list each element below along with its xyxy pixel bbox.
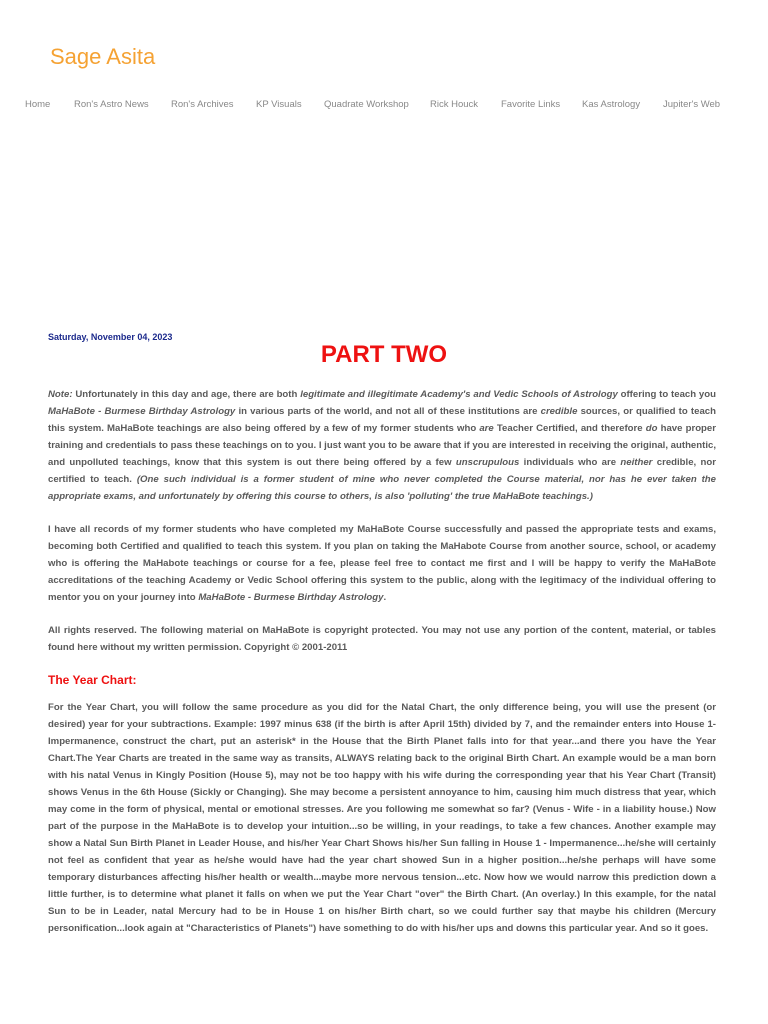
year-chart-paragraph: For the Year Chart, you will follow the same procedure as you did for the Natal Chart, the only difference being, you will use the present (or desired) year for your subtractions. Example: 1997 minus 638 (if the birth is after April 15th) divided by 7, and the remainder enters into House 1-Impermanence, construct the chart, put an asterisk* in the House that the Birth Planet falls into for that year...and there you have the Year Chart.The Year Charts are treated in the same way as transits, ALWAYS relating back to the original Birth Chart. An example would be a man born with his natal Venus in Kingly Position (House 5), may not be too happy with his wife during the corresponding year that his Year Chart (Transit) shows Venus in the 6th House (Sickly or Changing). She may become a persistent annoyance to him, causing him much distress that year, which may come in the form of physical, mental or emotional stresses. Are you following me somewhat so far? (Venus - Wife - in a liability house.) Now part of the purpose in the MaHaBote is to develop your intuition...so be willing, in your readings, to take a few chances. Another example may show a Natal Sun Birth Planet in Leader House, and his/her Year Chart Shows his/her Sun falling in House 1 - Impermanence...he/she will certainly not feel as confident that year as he/she would have had the year chart showed Sun in a higher position...he/she perhaps will have some temporary disturbances affecting his/her health or wealth...maybe more nervous tension...etc. Now how we would narrow this prediction down a little further, is to determine what planet it falls on when we put the Year Chart "over" the Birth Chart. (An overlay.) In this example, for the natal Sun to be in Leader, natal Mercury had to be in House 1 on his/her Birth chart, so we could further say that maybe his children (Mercury personification...look again at "Characteristics of Planets") have something to do with his/her ups and downs this particular year. And so it goes. — [48, 702, 716, 934]
note-emphasis: neither — [620, 457, 653, 468]
records-text: . — [383, 592, 387, 603]
note-emphasis: are — [479, 423, 494, 434]
note-text: individuals who are — [519, 457, 621, 468]
note-text: sources, or qualified to teach this system. MaHaBote teachings are also being offered by a few of my former students who — [48, 406, 716, 434]
note-text: Teacher Certified, and therefore — [493, 423, 646, 434]
note-aside: (One such individual is a former student of mine who never completed the Course material, nor has he ever taken the appropriate exams, and unfortunately by offering this course to others, is also 'polluting' the true MaHaBote teachings.) — [48, 474, 716, 502]
copyright-paragraph: All rights reserved. The following material on MaHaBote is copyright protected. You may not use any portion of the content, material, or tables found here without my written permission. Copyright © 2001-2011 — [48, 625, 716, 653]
nav-item-jupiters-web[interactable]: Jupiter's Web — [663, 99, 721, 110]
note-text: Unfortunately in this day and age, there are both — [72, 389, 301, 400]
note-emphasis: MaHaBote - Burmese Birthday Astrology — [48, 406, 236, 417]
note-text: have proper training and credentials to pass these teachings on to you. I just want you to be aware that if you are interested in receiving the original, authentic, and unpolluted teachings, know that this system is out there being offered by a few — [48, 423, 716, 468]
note-emphasis: unscrupulous — [455, 457, 520, 468]
records-text: I have all records of my former students who have completed my MaHaBote Course successfully and passed the appropriate tests and exams, becoming both Certified and qualified to teach this system. If you plan on taking the MaHabote Course from another source, school, or academy who is offering the MaHabote teachings or course for a fee, please feel free to contact me first and I will be happy to verify the MaHaBote accreditations of the teaching Academy or Vedic School offering this system to the public, along with the legitimacy of the individual offering to mentor you on your journey into — [48, 524, 716, 603]
year-chart-heading: The Year Chart: — [48, 673, 137, 687]
nav-item-kas-astrology[interactable]: Kas Astrology — [582, 99, 641, 110]
note-label: Note: — [48, 389, 73, 400]
note-emphasis: do — [645, 423, 658, 434]
records-emphasis: MaHaBote - Burmese Birthday Astrology — [198, 592, 384, 603]
note-text: in various parts of the world, and not all of these institutions are — [235, 406, 541, 417]
post-date: Saturday, November 04, 2023 — [48, 332, 173, 342]
nav-item-kp-visuals[interactable]: KP Visuals — [256, 99, 302, 110]
note-paragraph — [48, 386, 716, 505]
nav-item-rons-archives[interactable]: Ron's Archives — [171, 99, 234, 110]
note-emphasis: credible — [540, 406, 578, 417]
note-text: offering to teach you — [617, 389, 716, 400]
nav-item-favorite-links[interactable]: Favorite Links — [501, 99, 561, 110]
nav-item-home[interactable]: Home — [25, 99, 51, 110]
nav-item-quadrate-workshop[interactable]: Quadrate Workshop — [324, 99, 409, 110]
site-title[interactable]: Sage Asita — [50, 44, 156, 69]
note-text: credible, nor certified to teach. — [48, 457, 717, 485]
nav-item-rick-houck[interactable]: Rick Houck — [430, 99, 479, 110]
post-body — [48, 386, 716, 953]
post-heading: PART TWO — [320, 341, 448, 368]
nav-item-rons-astro-news[interactable]: Ron's Astro News — [74, 99, 149, 110]
main-navigation — [0, 99, 768, 113]
note-emphasis: legitimate and illegitimate Academy's and Vedic Schools of Astrology — [300, 389, 618, 400]
records-paragraph — [48, 521, 716, 606]
